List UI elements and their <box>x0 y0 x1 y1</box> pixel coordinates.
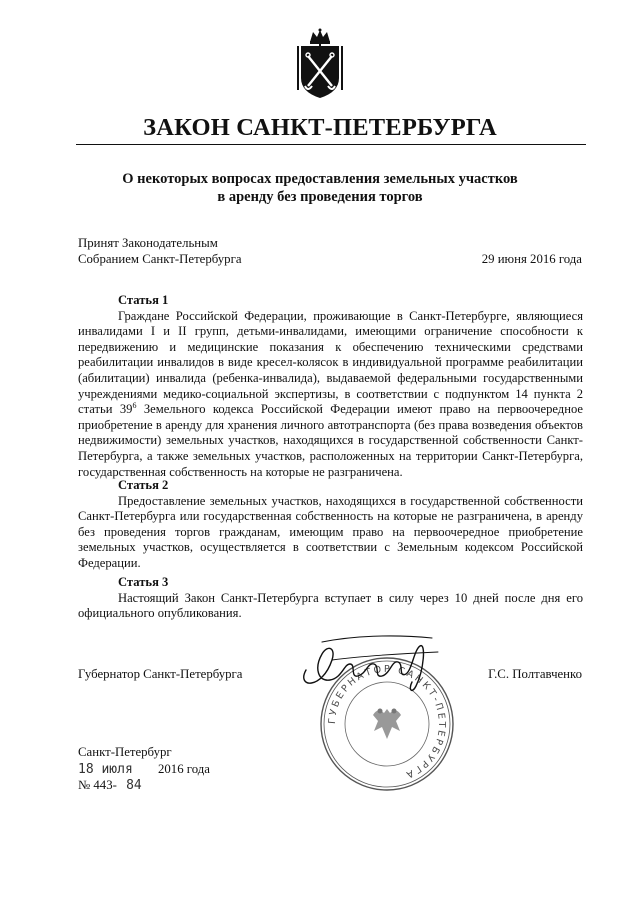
adoption-note <box>78 235 242 267</box>
law-number <box>78 777 142 794</box>
document-subtitle <box>0 170 640 206</box>
title-underline <box>76 144 586 145</box>
article-body <box>78 309 583 481</box>
document-title: ЗАКОН САНКТ-ПЕТЕРБУРГА <box>143 114 497 141</box>
subtitle-line-2: в аренду без проведения торгов <box>217 189 423 205</box>
article-3 <box>78 575 583 622</box>
article-title: Статья 3 <box>118 575 169 589</box>
signer-position: Губернатор Санкт-Петербурга <box>78 667 243 681</box>
subtitle-line-1: О некоторых вопросах предоставления земельных участков <box>122 171 518 187</box>
article-1-text-a: Граждане Российской Федерации, проживающие в Санкт-Петербурге, являющиеся инвалидами I и II групп, детьми-инвалидами, имеющими ограничение способности к передвижению и медицинские показания к обеспечению техническими средствами реабилитации инвалидов в виде кресел-колясок в индивидуальной программе реабилитации (абилитации) инвалида (ребенка-инвалида), выдаваемой федеральными государственными учреждениями медико-социальной экспертизы, в соответствии с подпунктом 14 пункта 2 статьи 39 <box>78 308 583 417</box>
signing-place: Санкт-Петербург <box>78 745 172 759</box>
article-body: Настоящий Закон Санкт-Петербурга вступает в силу через 10 дней после дня его официального опубликования. <box>78 590 583 621</box>
handwritten-signature <box>292 630 442 696</box>
article-title: Статья 2 <box>118 478 169 492</box>
article-2 <box>78 478 583 572</box>
law-number-suffix: 84 <box>126 778 142 793</box>
article-1-superscript: 6 <box>132 400 137 410</box>
st-petersburg-coat-of-arms-icon <box>293 28 347 100</box>
article-title: Статья 1 <box>118 293 169 307</box>
eagle-icon <box>373 709 401 740</box>
adoption-date: 29 июня 2016 года <box>481 252 582 266</box>
signing-date-day: 18 июля <box>78 762 133 777</box>
article-1-text-b: Земельного кодекса Российской Федерации имеют право на первоочередное приобретение в аренду для хранения личного автотранспорта (без права возведения объектов недвижимости) земельных участков, находящихся в государственной собственности Санкт-Петербурга, а также земельных участков, расположенных на территории Санкт-Петербурга, государственная собственность на которые не разграничена. <box>78 402 583 479</box>
adoption-line-1: Принят Законодательным <box>78 236 218 250</box>
stamp-arc-text: ГУБЕРНАТОР САНКТ-ПЕТЕРБУРГА <box>326 663 448 781</box>
article-body: Предоставление земельных участков, находящихся в государственной собственности Санкт-Петербурга или государственная собственность на которые не разграничена, в аренду без проведения торгов гражданам, имеющим право на первоочередное приобретение земельных участков, осуществляется в соответствии с Земельным кодексом Российской Федерации. <box>78 493 583 570</box>
signer-name: Г.С. Полтавченко <box>488 667 582 681</box>
law-number-prefix: № 443- <box>78 778 117 792</box>
signing-date <box>78 761 210 778</box>
adoption-line-2: Собранием Санкт-Петербурга <box>78 252 242 266</box>
article-1 <box>78 293 583 480</box>
signing-date-year: 2016 года <box>158 762 210 776</box>
